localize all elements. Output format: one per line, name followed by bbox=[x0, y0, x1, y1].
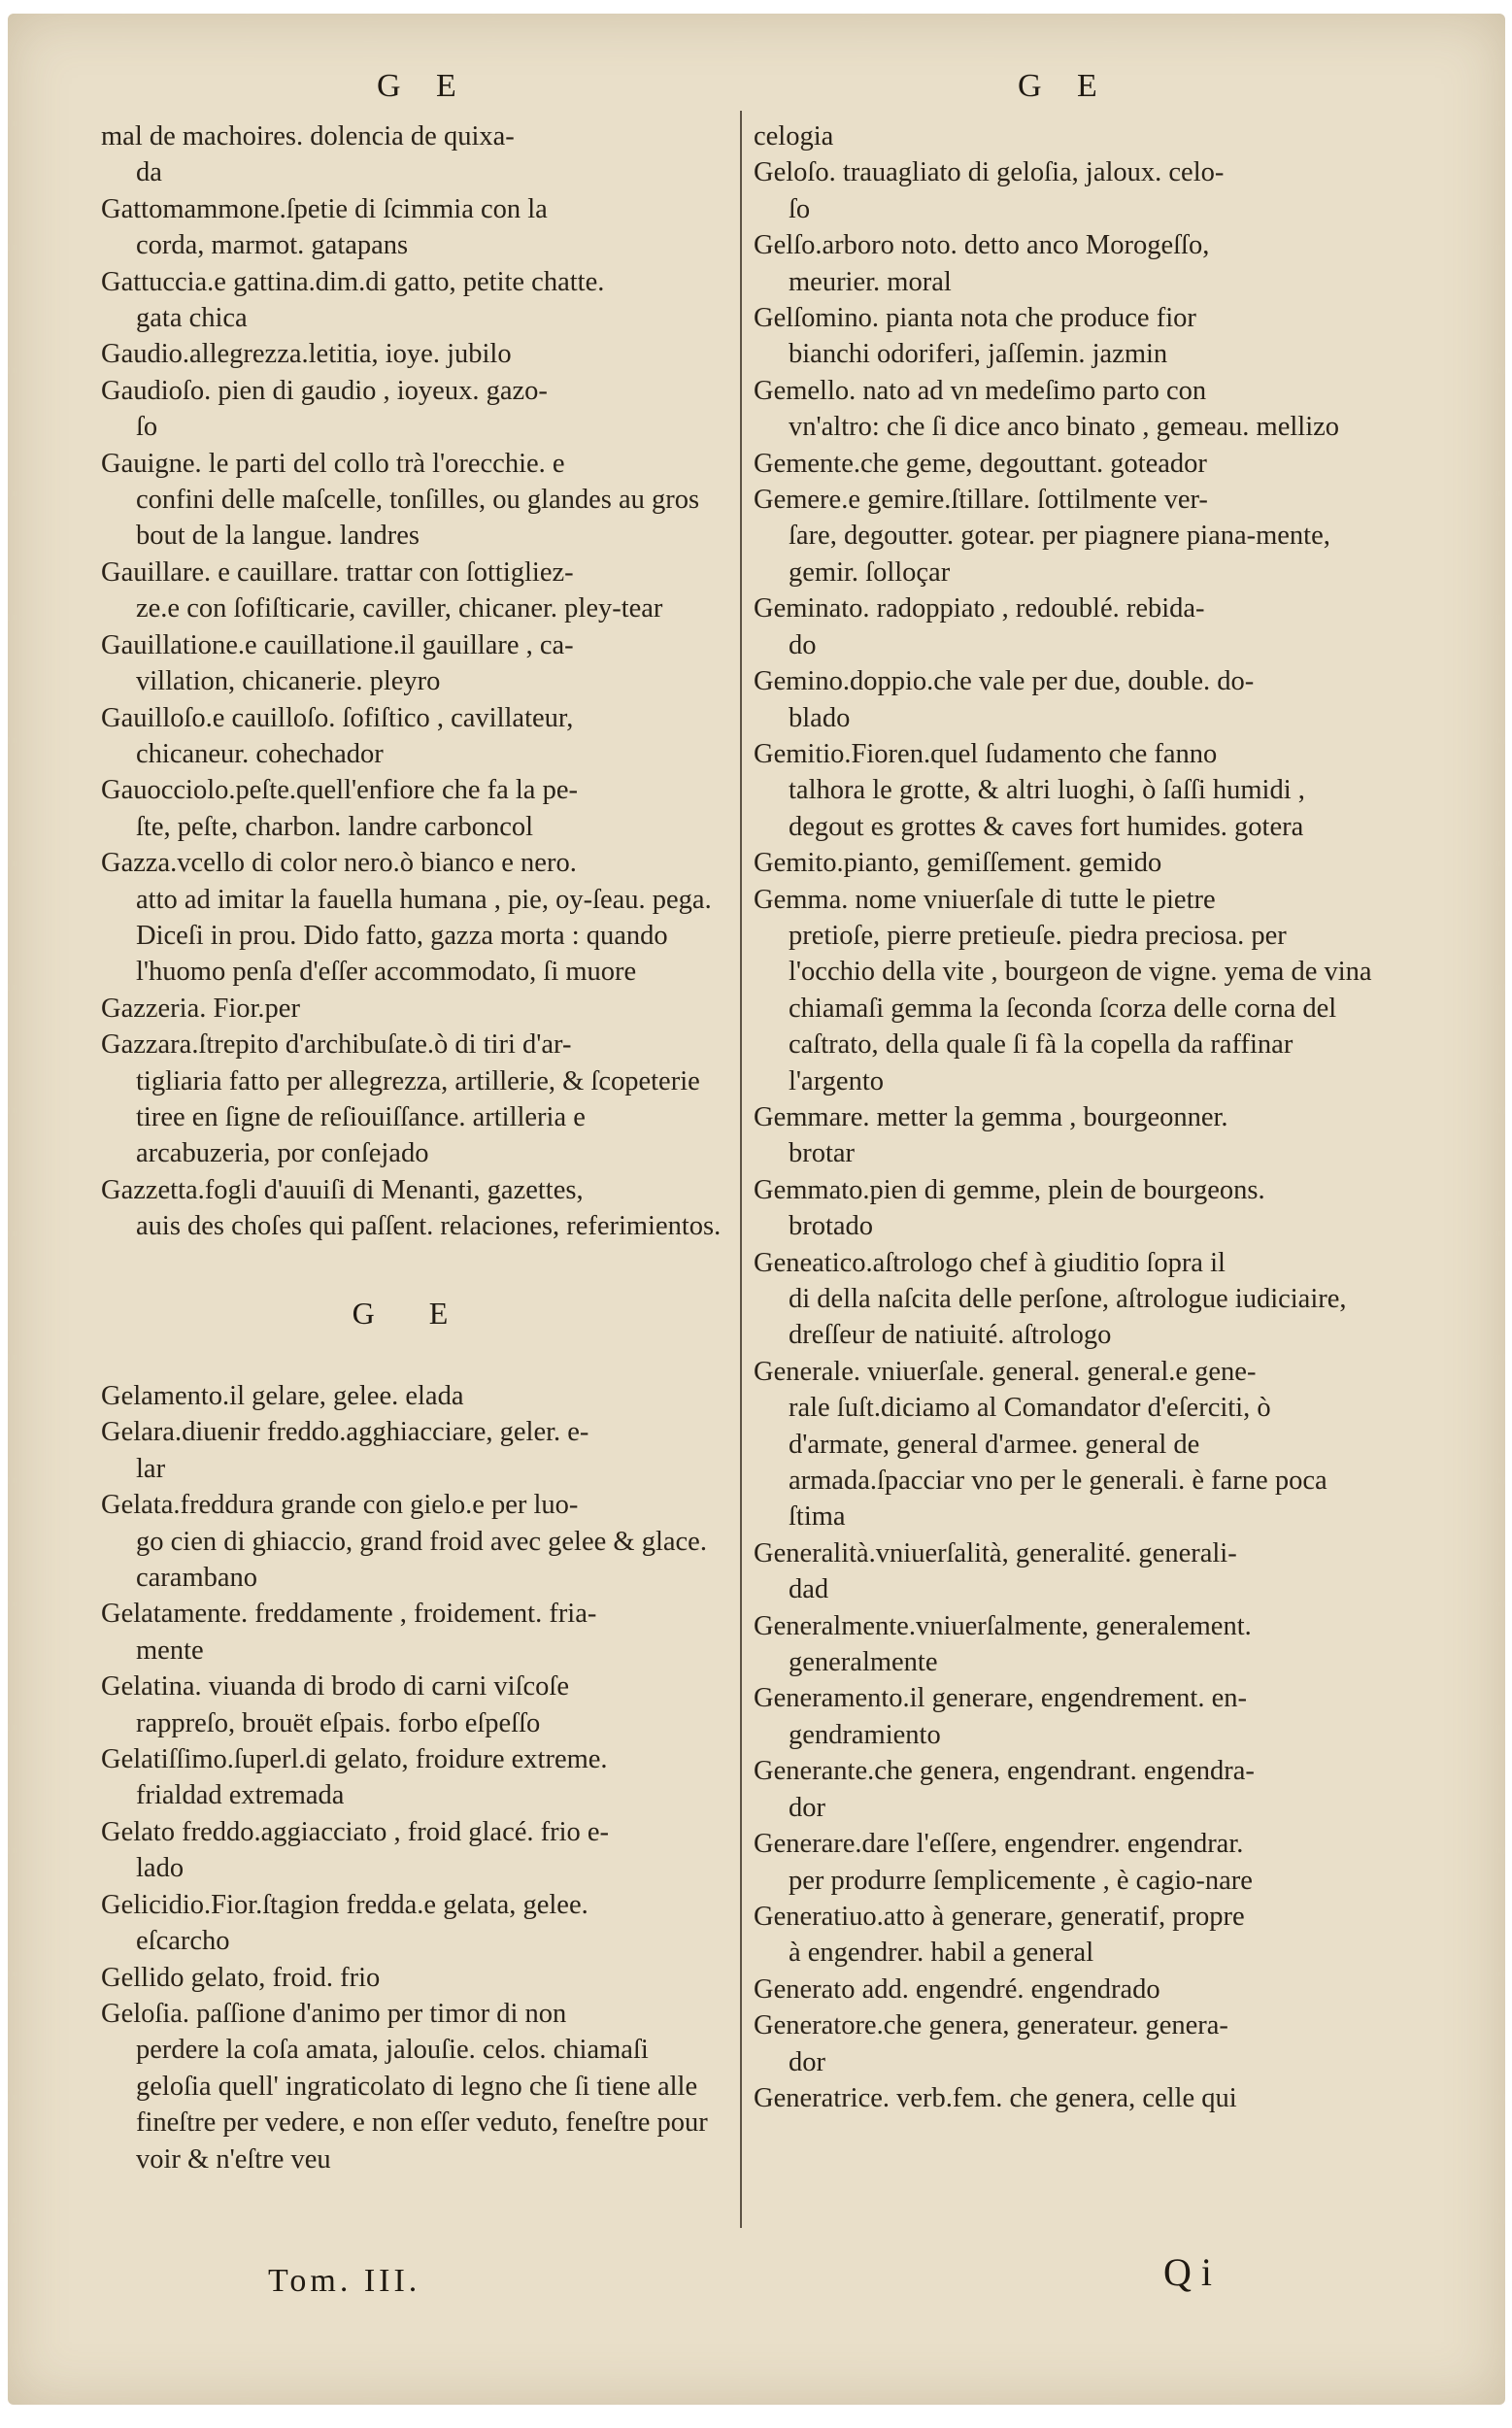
entry-headline: Generatrice. verb.fem. che genera, celle qui bbox=[754, 2082, 1237, 2113]
entry-headline: Gemmare. metter la gemma , bourgeonner. bbox=[754, 1101, 1228, 1132]
dictionary-entry bbox=[101, 1887, 722, 1960]
dictionary-entry bbox=[101, 1172, 722, 1245]
entry-headline: Gauilloſo.e cauilloſo. ſofiſtico , cavillateur, bbox=[101, 702, 574, 733]
entry-continuation: do bbox=[789, 629, 817, 660]
entry-continuation: auis des choſes qui paſſent. relaciones, referimientos. bbox=[136, 1211, 722, 1242]
entry-headline: Gelara.diuenir freddo.agghiacciare, geler. e- bbox=[101, 1417, 589, 1448]
dictionary-entry bbox=[101, 1027, 722, 1172]
column-divider bbox=[740, 111, 742, 2228]
entry-continuation: generalmente bbox=[789, 1647, 938, 1678]
entry-continuation: gata chica bbox=[136, 303, 248, 334]
column-header-right: G E bbox=[1018, 68, 1111, 104]
entry-headline: Generale. vniuerſale. general. general.e gene- bbox=[754, 1356, 1257, 1387]
entry-headline: Gauocciolo.peſte.quell'enfiore che fa la pe- bbox=[101, 775, 578, 806]
column-header-left: G E bbox=[377, 68, 470, 104]
left-entries-bottom bbox=[101, 1378, 722, 2177]
dictionary-entry bbox=[754, 1753, 1375, 1826]
entry-continuation: dad bbox=[789, 1574, 829, 1605]
entry-continuation: per produrre ſemplicemente , è cagio-nare bbox=[789, 1865, 1253, 1896]
entry-continuation: ze.e con ſofiſticarie, caviller, chicaner. pley-tear bbox=[136, 593, 663, 624]
dictionary-entry bbox=[101, 991, 722, 1027]
right-column bbox=[754, 118, 1375, 2116]
dictionary-entry bbox=[754, 736, 1375, 845]
dictionary-entry bbox=[101, 1996, 722, 2177]
entry-headline: Geneatico.aſtrologo chef à giuditio ſopra il bbox=[754, 1247, 1226, 1278]
entry-headline: Gazzara.ſtrepito d'archibuſate.ò di tiri d'ar- bbox=[101, 1029, 572, 1061]
entry-continuation: dor bbox=[789, 2046, 825, 2077]
entry-continuation: blado bbox=[789, 702, 851, 733]
entry-continuation: gendramiento bbox=[789, 1719, 941, 1750]
entry-headline: Generare.dare l'eſſere, engendrer. engendrar. bbox=[754, 1829, 1244, 1860]
entry-continuation: mente bbox=[136, 1635, 204, 1666]
entry-headline: Generatore.che genera, generateur. genera- bbox=[754, 2010, 1228, 2041]
dictionary-entry bbox=[754, 446, 1375, 482]
entry-headline: Generalità.vniuerſalità, generalité. generali- bbox=[754, 1537, 1237, 1568]
entry-continuation: corda, marmot. gatapans bbox=[136, 230, 409, 261]
entry-headline: Geloſia. paſſione d'animo per timor di non bbox=[101, 1998, 567, 2029]
entry-continuation: pretioſe, pierre pretieuſe. piedra preciosa. per l'occhio della vite , bourgeon de vigne. yema de vina chiamaſi gemma la ſeconda ſcorza delle corna del caſtrato, della quale ſi fà la copella da raffinar l'argento bbox=[789, 920, 1372, 1096]
entry-headline: celogia bbox=[754, 121, 834, 152]
entry-continuation: ſo bbox=[136, 412, 158, 443]
dictionary-entry bbox=[754, 590, 1375, 663]
entry-continuation: di della naſcita delle perſone, aſtrologue iudiciaire, dreſſeur de natiuité. aſtrologo bbox=[789, 1284, 1347, 1351]
entry-headline: Gemma. nome vniuerſale di tutte le pietre bbox=[754, 884, 1216, 915]
entry-headline: Gemito.pianto, gemiſſement. gemido bbox=[754, 848, 1162, 879]
dictionary-entry bbox=[754, 1099, 1375, 1172]
entry-headline: Gelicidio.Fior.ſtagion fredda.e gelata, gelee. bbox=[101, 1889, 588, 1920]
entry-headline: Gattomammone.ſpetie di ſcimmia con la bbox=[101, 193, 548, 224]
dictionary-entry bbox=[754, 1608, 1375, 1681]
entry-continuation: lar bbox=[136, 1453, 166, 1484]
dictionary-entry bbox=[754, 1826, 1375, 1899]
entry-headline: Gelſo.arboro noto. detto anco Morogeſſo, bbox=[754, 230, 1210, 261]
dictionary-entry bbox=[754, 118, 1375, 154]
section-title: G E bbox=[352, 1295, 472, 1331]
dictionary-entry bbox=[101, 627, 722, 700]
entry-headline: Gelata.freddura grande con gielo.e per luo- bbox=[101, 1490, 579, 1521]
dictionary-entry bbox=[101, 1814, 722, 1887]
entry-headline: Gemino.doppio.che vale per due, double. do- bbox=[754, 666, 1255, 697]
dictionary-entry bbox=[101, 845, 722, 991]
entry-headline: mal de machoires. dolencia de quixa- bbox=[101, 121, 515, 152]
entry-continuation: eſcarcho bbox=[136, 1926, 230, 1957]
dictionary-entry bbox=[101, 336, 722, 372]
entry-headline: Gelamento.il gelare, gelee. elada bbox=[101, 1381, 464, 1411]
left-entries-top bbox=[101, 118, 722, 1245]
entry-headline: Generamento.il generare, engendrement. en- bbox=[754, 1683, 1247, 1714]
entry-headline: Gazzeria. Fior.per bbox=[101, 993, 300, 1024]
gathering-signature: Q i bbox=[1163, 2250, 1212, 2294]
dictionary-entry bbox=[754, 1899, 1375, 1972]
dictionary-entry bbox=[101, 700, 722, 773]
entry-continuation: go cien di ghiaccio, grand froid avec gelee & glace. carambano bbox=[136, 1526, 707, 1594]
dictionary-entry bbox=[101, 373, 722, 446]
right-entries bbox=[754, 118, 1375, 2116]
dictionary-entry bbox=[101, 772, 722, 845]
dictionary-entry bbox=[101, 1378, 722, 1414]
dictionary-entry bbox=[754, 1172, 1375, 1245]
dictionary-entry bbox=[101, 191, 722, 264]
dictionary-entry bbox=[101, 264, 722, 337]
dictionary-entry bbox=[754, 882, 1375, 1099]
left-column bbox=[101, 118, 722, 2177]
dictionary-entry bbox=[754, 2080, 1375, 2116]
dictionary-entry bbox=[754, 482, 1375, 590]
dictionary-entry bbox=[754, 227, 1375, 300]
entry-continuation: ſare, degoutter. gotear. per piagnere piana-mente, gemir. ſolloçar bbox=[789, 521, 1330, 588]
dictionary-entry bbox=[101, 1487, 722, 1596]
entry-headline: Gelatina. viuanda di brodo di carni viſcoſe bbox=[101, 1671, 569, 1703]
entry-headline: Generato add. engendré. engendrado bbox=[754, 1973, 1160, 2005]
entry-headline: Geminato. radoppiato , redoublé. rebida- bbox=[754, 593, 1205, 624]
entry-continuation: rappreſo, brouët eſpais. forbo eſpeſſo bbox=[136, 1707, 541, 1738]
dictionary-entry bbox=[101, 1596, 722, 1669]
dictionary-entry bbox=[754, 845, 1375, 881]
dictionary-entry bbox=[101, 1414, 722, 1487]
entry-continuation: bianchi odoriferi, jaſſemin. jazmin bbox=[789, 339, 1168, 370]
entry-headline: Generatiuo.atto à generare, generatif, propre bbox=[754, 1901, 1245, 1932]
dictionary-entry bbox=[754, 1245, 1375, 1354]
entry-continuation: atto ad imitar la fauella humana , pie, oy-ſeau. pega. Diceſi in prou. Dido fatto, gazza morta : quando l'huomo penſa d'eſſer accommodato, ſi muore bbox=[136, 884, 712, 988]
dictionary-entry bbox=[754, 2007, 1375, 2080]
dictionary-entry bbox=[754, 154, 1375, 227]
entry-headline: Generante.che genera, engendrant. engendra- bbox=[754, 1756, 1255, 1787]
entry-headline: Gelatamente. freddamente , froidement. fria- bbox=[101, 1599, 597, 1630]
entry-continuation: ſo bbox=[789, 193, 811, 224]
entry-continuation: confini delle maſcelle, tonſilles, ou glandes au gros bout de la langue. landres bbox=[136, 485, 700, 552]
dictionary-entry bbox=[101, 555, 722, 627]
entry-continuation: villation, chicanerie. pleyro bbox=[136, 666, 441, 697]
dictionary-entry bbox=[754, 373, 1375, 446]
entry-headline: Gazza.vcello di color nero.ò bianco e nero. bbox=[101, 848, 577, 879]
entry-headline: Gelato freddo.aggiacciato , froid glacé. frio e- bbox=[101, 1816, 610, 1847]
dictionary-entry bbox=[101, 1669, 722, 1741]
entry-continuation: brotado bbox=[789, 1211, 874, 1242]
entry-continuation: vn'altro: che ſi dice anco binato , gemeau. mellizo bbox=[789, 412, 1340, 443]
volume-signature: Tom. III. bbox=[268, 2263, 421, 2299]
entry-continuation: frialdad extremada bbox=[136, 1780, 345, 1811]
entry-headline: Gaudio.allegrezza.letitia, ioye. jubilo bbox=[101, 339, 512, 370]
entry-headline: Gauillatione.e cauillatione.il gauillare , ca- bbox=[101, 629, 574, 660]
entry-headline: Gauigne. le parti del collo trà l'orecchie. e bbox=[101, 448, 565, 479]
entry-headline: Gellido gelato, froid. frio bbox=[101, 1962, 381, 1993]
dictionary-entry bbox=[754, 300, 1375, 373]
entry-continuation: meurier. moral bbox=[789, 266, 952, 297]
entry-continuation: lado bbox=[136, 1853, 185, 1884]
entry-headline: Gemitio.Fioren.quel ſudamento che fanno bbox=[754, 738, 1218, 769]
entry-continuation: rale ſuſt.diciamo al Comandator d'eſerciti, ò d'armate, general d'armee. general de armada.ſpacciar vno per le generali. è farne poca ſtima bbox=[789, 1393, 1327, 1533]
dictionary-entry bbox=[101, 118, 722, 191]
entry-continuation: ſte, peſte, charbon. landre carboncol bbox=[136, 811, 534, 842]
dictionary-entry bbox=[754, 1680, 1375, 1753]
entry-continuation: talhora le grotte, & altri luoghi, ò ſaſſi humidi , degout es grottes & caves fort humides. gotera bbox=[789, 775, 1305, 842]
entry-continuation: brotar bbox=[789, 1138, 856, 1169]
entry-continuation: tigliaria fatto per allegrezza, artillerie, & ſcopeterie tiree en ſigne de reſiouiſſance. artilleria e arcabuzeria, por conſejado bbox=[136, 1065, 700, 1169]
entry-headline: Gemello. nato ad vn medeſimo parto con bbox=[754, 375, 1207, 406]
entry-headline: Gemmato.pien di gemme, plein de bourgeons. bbox=[754, 1174, 1265, 1205]
dictionary-entry bbox=[101, 1741, 722, 1814]
dictionary-entry bbox=[754, 1354, 1375, 1535]
entry-headline: Geloſo. trauagliato di geloſia, jaloux. celo- bbox=[754, 157, 1225, 188]
entry-headline: Gattuccia.e gattina.dim.di gatto, petite chatte. bbox=[101, 266, 605, 297]
entry-continuation: perdere la coſa amata, jalouſie. celos. chiamaſi geloſia quell' ingraticolato di legno che ſi tiene alle fineſtre per vedere, e non eſſer veduto, feneſtre pour voir & n'eſtre veu bbox=[136, 2035, 708, 2175]
entry-headline: Gauillare. e cauillare. trattar con ſottigliez- bbox=[101, 556, 574, 588]
entry-headline: Gazzetta.fogli d'auuiſi di Menanti, gazettes, bbox=[101, 1174, 584, 1205]
entry-headline: Gemente.che geme, degouttant. goteador bbox=[754, 448, 1207, 479]
entry-headline: Gaudioſo. pien di gaudio , ioyeux. gazo- bbox=[101, 375, 548, 406]
entry-continuation: dor bbox=[789, 1792, 825, 1823]
dictionary-entry bbox=[101, 1960, 722, 1996]
entry-continuation: chicaneur. cohechador bbox=[136, 738, 384, 769]
entry-headline: Generalmente.vniuerſalmente, generalement. bbox=[754, 1610, 1252, 1641]
dictionary-entry bbox=[754, 663, 1375, 736]
dictionary-entry bbox=[754, 1535, 1375, 1608]
book-page bbox=[8, 14, 1505, 2405]
entry-continuation: da bbox=[136, 157, 162, 188]
entry-headline: Gelatiſſimo.ſuperl.di gelato, froidure extreme. bbox=[101, 1744, 608, 1775]
entry-headline: Gelſomino. pianta nota che produce fior bbox=[754, 303, 1196, 334]
entry-headline: Gemere.e gemire.ſtillare. ſottilmente ver- bbox=[754, 485, 1208, 516]
dictionary-entry bbox=[754, 1972, 1375, 2007]
entry-continuation: à engendrer. habil a general bbox=[789, 1938, 1094, 1969]
dictionary-entry bbox=[101, 446, 722, 555]
